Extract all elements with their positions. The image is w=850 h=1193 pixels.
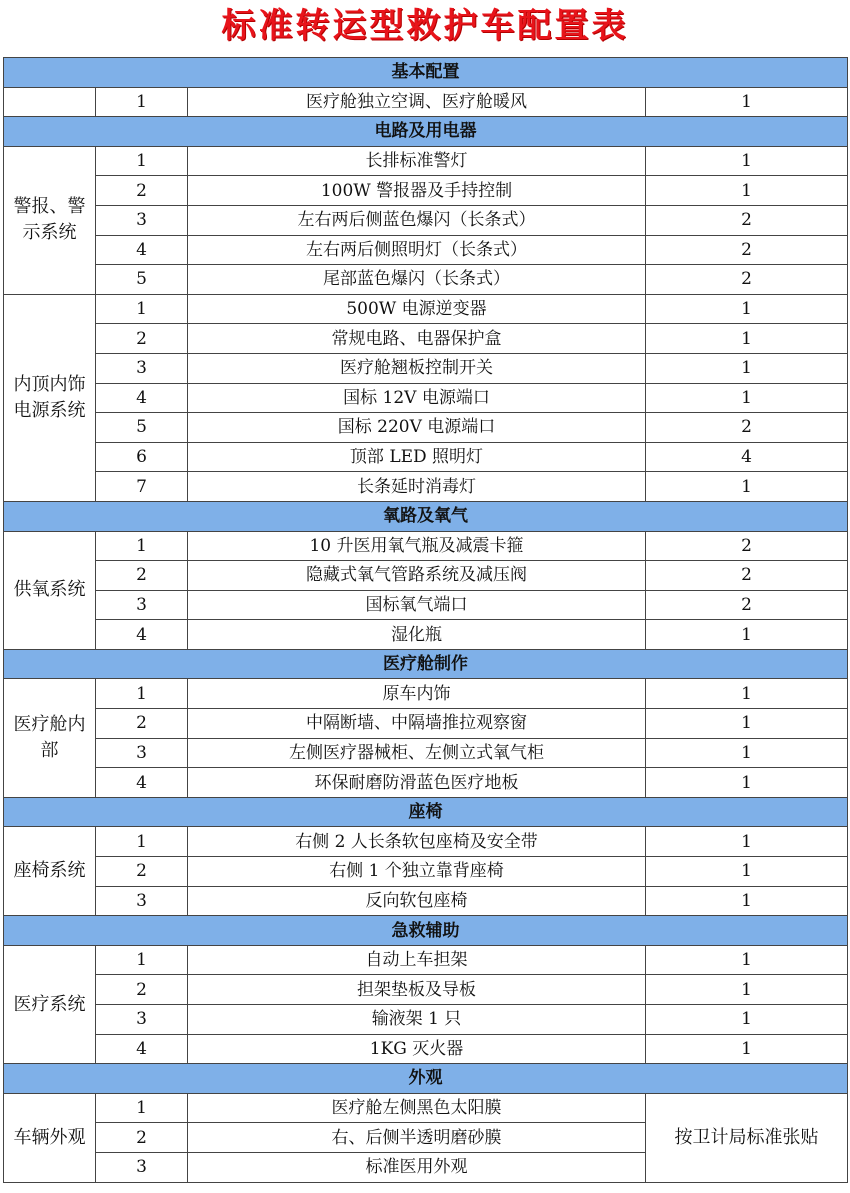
table-row (4, 472, 848, 502)
item-number: 2 (96, 975, 188, 1005)
group-note: 按卫计局标准张贴 (646, 1093, 848, 1182)
category-cell: 医疗舱内部 (4, 679, 96, 797)
item-quantity: 2 (646, 561, 848, 591)
table-row (4, 857, 848, 887)
item-name: 国标 12V 电源端口 (188, 383, 646, 413)
item-number: 1 (96, 679, 188, 709)
table-row (4, 294, 848, 324)
item-name: 担架垫板及导板 (188, 975, 646, 1005)
item-quantity: 1 (646, 679, 848, 709)
section-header-row (4, 501, 848, 531)
item-quantity: 1 (646, 709, 848, 739)
category-cell: 警报、警示系统 (4, 146, 96, 294)
item-name: 常规电路、电器保护盒 (188, 324, 646, 354)
table-row (4, 679, 848, 709)
item-number: 3 (96, 205, 188, 235)
category-cell: 供氧系统 (4, 531, 96, 649)
item-number: 1 (96, 827, 188, 857)
section-header-row (4, 916, 848, 946)
item-name: 长条延时消毒灯 (188, 472, 646, 502)
item-number: 2 (96, 709, 188, 739)
item-name: 长排标准警灯 (188, 146, 646, 176)
item-name: 右、后侧半透明磨砂膜 (188, 1123, 646, 1153)
item-number: 3 (96, 1152, 188, 1182)
section-header: 座椅 (4, 797, 848, 827)
table-row (4, 205, 848, 235)
section-header: 电路及用电器 (4, 117, 848, 147)
item-name: 右侧 2 人长条软包座椅及安全带 (188, 827, 646, 857)
table-row (4, 146, 848, 176)
item-number: 1 (96, 531, 188, 561)
table-row (4, 383, 848, 413)
item-quantity: 2 (646, 205, 848, 235)
item-number: 4 (96, 235, 188, 265)
item-number: 2 (96, 857, 188, 887)
table-row (4, 1005, 848, 1035)
section-header: 基本配置 (4, 58, 848, 88)
item-quantity: 1 (646, 294, 848, 324)
item-number: 4 (96, 768, 188, 798)
item-quantity: 1 (646, 827, 848, 857)
item-name: 左右两后侧蓝色爆闪（长条式） (188, 205, 646, 235)
item-name: 环保耐磨防滑蓝色医疗地板 (188, 768, 646, 798)
item-name: 左右两后侧照明灯（长条式） (188, 235, 646, 265)
item-number: 5 (96, 265, 188, 295)
config-table (3, 57, 848, 1183)
item-quantity: 1 (646, 945, 848, 975)
item-name: 顶部 LED 照明灯 (188, 442, 646, 472)
table-row (4, 1034, 848, 1064)
section-header-row (4, 1064, 848, 1094)
item-quantity: 1 (646, 324, 848, 354)
category-cell: 医疗系统 (4, 945, 96, 1063)
item-quantity: 1 (646, 1005, 848, 1035)
section-header-row (4, 117, 848, 147)
item-number: 3 (96, 1005, 188, 1035)
item-number: 4 (96, 620, 188, 650)
item-quantity: 2 (646, 235, 848, 265)
category-cell (4, 87, 96, 117)
table-row (4, 442, 848, 472)
table-row (4, 827, 848, 857)
item-name: 10 升医用氧气瓶及减震卡箍 (188, 531, 646, 561)
item-number: 1 (96, 1093, 188, 1123)
section-header-row (4, 58, 848, 88)
section-header: 急救辅助 (4, 916, 848, 946)
item-number: 2 (96, 1123, 188, 1153)
item-name: 原车内饰 (188, 679, 646, 709)
item-number: 1 (96, 87, 188, 117)
item-number: 1 (96, 294, 188, 324)
section-header: 氧路及氧气 (4, 501, 848, 531)
item-name: 医疗舱左侧黑色太阳膜 (188, 1093, 646, 1123)
item-quantity: 1 (646, 975, 848, 1005)
item-name: 医疗舱独立空调、医疗舱暖风 (188, 87, 646, 117)
item-number: 2 (96, 561, 188, 591)
item-name: 输液架 1 只 (188, 1005, 646, 1035)
table-row (4, 413, 848, 443)
item-quantity: 1 (646, 768, 848, 798)
item-quantity: 1 (646, 176, 848, 206)
item-number: 1 (96, 945, 188, 975)
item-name: 国标 220V 电源端口 (188, 413, 646, 443)
item-quantity: 1 (646, 738, 848, 768)
table-row (4, 1093, 848, 1123)
table-row (4, 235, 848, 265)
item-name: 500W 电源逆变器 (188, 294, 646, 324)
item-quantity: 1 (646, 886, 848, 916)
item-name: 100W 警报器及手持控制 (188, 176, 646, 206)
config-table-body (4, 58, 848, 1183)
item-name: 左侧医疗器械柜、左侧立式氧气柜 (188, 738, 646, 768)
item-name: 尾部蓝色爆闪（长条式） (188, 265, 646, 295)
section-header: 医疗舱制作 (4, 649, 848, 679)
item-name: 反向软包座椅 (188, 886, 646, 916)
table-row (4, 324, 848, 354)
table-row (4, 620, 848, 650)
item-number: 5 (96, 413, 188, 443)
section-header: 外观 (4, 1064, 848, 1094)
table-row (4, 945, 848, 975)
item-name: 湿化瓶 (188, 620, 646, 650)
item-number: 3 (96, 590, 188, 620)
item-quantity: 2 (646, 265, 848, 295)
table-row (4, 768, 848, 798)
item-quantity: 1 (646, 472, 848, 502)
item-name: 中隔断墙、中隔墙推拉观察窗 (188, 709, 646, 739)
item-number: 7 (96, 472, 188, 502)
page-title: 标准转运型救护车配置表 (221, 6, 629, 46)
table-row (4, 886, 848, 916)
category-cell: 座椅系统 (4, 827, 96, 916)
table-row (4, 265, 848, 295)
item-quantity: 1 (646, 383, 848, 413)
table-row (4, 590, 848, 620)
table-row (4, 531, 848, 561)
item-number: 2 (96, 176, 188, 206)
section-header-row (4, 649, 848, 679)
table-row (4, 353, 848, 383)
item-name: 自动上车担架 (188, 945, 646, 975)
item-quantity: 1 (646, 620, 848, 650)
table-row (4, 87, 848, 117)
item-number: 1 (96, 146, 188, 176)
table-row (4, 709, 848, 739)
table-row (4, 561, 848, 591)
item-number: 3 (96, 886, 188, 916)
item-quantity: 1 (646, 87, 848, 117)
item-name: 标准医用外观 (188, 1152, 646, 1182)
item-number: 4 (96, 383, 188, 413)
item-quantity: 1 (646, 857, 848, 887)
item-quantity: 4 (646, 442, 848, 472)
table-row (4, 738, 848, 768)
category-cell: 内顶内饰电源系统 (4, 294, 96, 501)
item-number: 3 (96, 738, 188, 768)
item-quantity: 1 (646, 353, 848, 383)
item-quantity: 2 (646, 413, 848, 443)
item-quantity: 2 (646, 531, 848, 561)
item-number: 2 (96, 324, 188, 354)
table-row (4, 176, 848, 206)
item-number: 6 (96, 442, 188, 472)
item-name: 1KG 灭火器 (188, 1034, 646, 1064)
item-quantity: 1 (646, 146, 848, 176)
item-name: 国标氧气端口 (188, 590, 646, 620)
item-name: 医疗舱翘板控制开关 (188, 353, 646, 383)
item-number: 4 (96, 1034, 188, 1064)
category-cell: 车辆外观 (4, 1093, 96, 1182)
item-quantity: 2 (646, 590, 848, 620)
item-name: 隐藏式氧气管路系统及减压阀 (188, 561, 646, 591)
section-header-row (4, 797, 848, 827)
item-name: 右侧 1 个独立靠背座椅 (188, 857, 646, 887)
table-row (4, 975, 848, 1005)
item-quantity: 1 (646, 1034, 848, 1064)
item-number: 3 (96, 353, 188, 383)
